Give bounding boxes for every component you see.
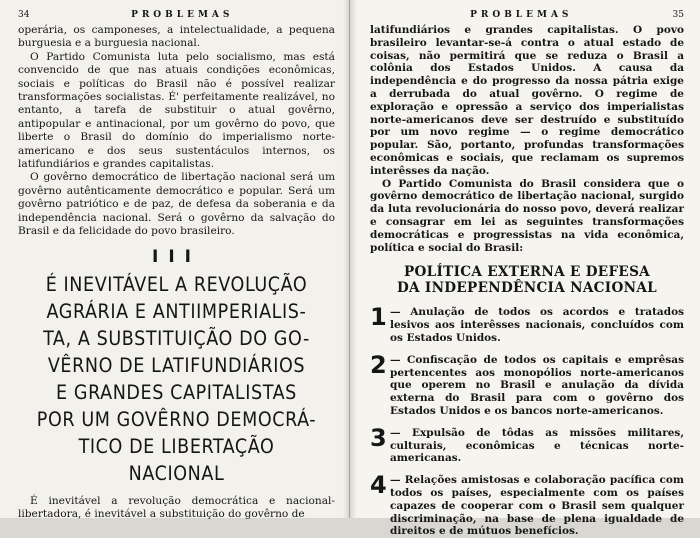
list-item xyxy=(370,350,684,418)
left-page-number: 34 xyxy=(18,10,30,20)
chapter-title-line: NACIONAL xyxy=(128,461,225,485)
item-number: 4 xyxy=(370,471,387,500)
section-title-line: DA INDEPENDÊNCIA NACIONAL xyxy=(396,280,658,297)
chapter-title-line: TA, A SUBSTITUIÇÃO DO GO- xyxy=(43,326,310,350)
list-item xyxy=(370,423,684,465)
paragraph: O Partido Comunista do Brasil considera que o govêrno democrático de libertação nacional, surgido da luta revolucionária do nosso povo, deverá realizar e consagrar em lei as seguintes transformações democráticas e progressistas na vida econômica, política e social do Brasil: xyxy=(370,177,684,254)
section-title xyxy=(370,264,684,296)
chapter-number: III xyxy=(152,246,201,267)
paragraph: O govêrno democrático de libertação nacional será um govêrno autênticamente democrático e popular. Será um govêrno patriótico e de paz, de defesa da soberania e da independência nacional. Será o govêrno da salvação do Brasil e da felicidade do povo brasileiro. xyxy=(18,171,335,238)
chapter-title-line: TICO DE LIBERTAÇÃO xyxy=(78,434,275,458)
item-text: — Confiscação de todos os capitais e emprêsas pertencentes aos monopólios norte-americanos que operem no Brasil e anulação da dívida externa do Brasil para com o govêrno dos Estados Unidos e os bancos norte-americanos. xyxy=(390,353,684,417)
right-page-number: 35 xyxy=(672,10,684,20)
item-text: — Relações amistosas e colaboração pacífica com todos os países, especialmente com os países capazes de cooperar com o Brasil sem qualquer discriminação, na base de plena igualdade de direitos e de mútuos benefícios. xyxy=(390,474,684,538)
paragraph: O Partido Comunista luta pelo socialismo, mas está convencido de que nas atuais condições econômicas, sociais e políticas do Brasil não é possível realizar transformações socialistas. É' perfeitamente realizável, no entanto, a tarefa de substituir o atual govêrno, antipopular e antinacional, por um govêrno do povo, que liberte o Brasil do domínio do imperialismo norte-americano e dos seus sustentáculos internos, os latifundiários e grandes capitalistas. xyxy=(18,50,335,171)
right-running-title: PROBLEMAS xyxy=(470,10,573,20)
chapter-title-line: É INEVITÁVEL A REVOLUÇÃO xyxy=(45,272,308,296)
chapter-title-line: AGRÁRIA E ANTIIMPERIALIS- xyxy=(46,299,307,323)
item-text: — Expulsão de tôdas as missões militares, culturais, econômicas e técnicas norte-americanas. xyxy=(390,426,684,465)
item-number: 3 xyxy=(370,423,387,452)
item-text: — Anulação de todos os acordos e tratados lesivos aos interêsses nacionais, concluídos com os Estados Unidos. xyxy=(390,306,684,344)
left-running-title: PROBLEMAS xyxy=(131,10,234,20)
paragraph: operária, os camponeses, a intelectualidade, a pequena burguesia e a burguesia nacional. xyxy=(18,24,335,50)
closing-paragraph: É inevitável a revolução democrática e nacional-libertadora, é inevitável a substituição do govêrno de xyxy=(18,494,335,520)
list-item xyxy=(370,471,684,538)
section-title-line: POLÍTICA EXTERNA E DEFESA xyxy=(403,264,651,281)
left-body-text xyxy=(18,24,335,239)
left-page xyxy=(0,0,350,518)
right-running-head xyxy=(370,10,684,24)
chapter-title-line: POR UM GOVÊRNO DEMOCRÁ- xyxy=(36,407,317,431)
right-page xyxy=(350,0,700,538)
list-item xyxy=(370,303,684,344)
chapter-title-line: E GRANDES CAPITALISTAS xyxy=(56,380,297,404)
left-running-head xyxy=(18,10,335,24)
item-number: 2 xyxy=(370,350,387,379)
item-number: 1 xyxy=(370,303,387,332)
paragraph: latifundiários e grandes capitalistas. O povo brasileiro levantar-se-á contra o atual estado de coisas, não permitirá que se reduza o Brasil a colônia dos Estados Unidos. A causa da independência e do progresso da nossa pátria exige a derrubada do atual govêrno. O regime de exploração e opressão a serviço dos imperialistas norte-americanos deve ser destruído e substituído por um novo regime — o regime democrático popular. São, portanto, profundas transformações econômicas e sociais, que reclamam os supremos interêsses da nação. xyxy=(370,24,684,177)
chapter-title-line: VÊRNO DE LATIFUNDIÁRIOS xyxy=(47,353,306,377)
chapter-title xyxy=(18,271,335,487)
